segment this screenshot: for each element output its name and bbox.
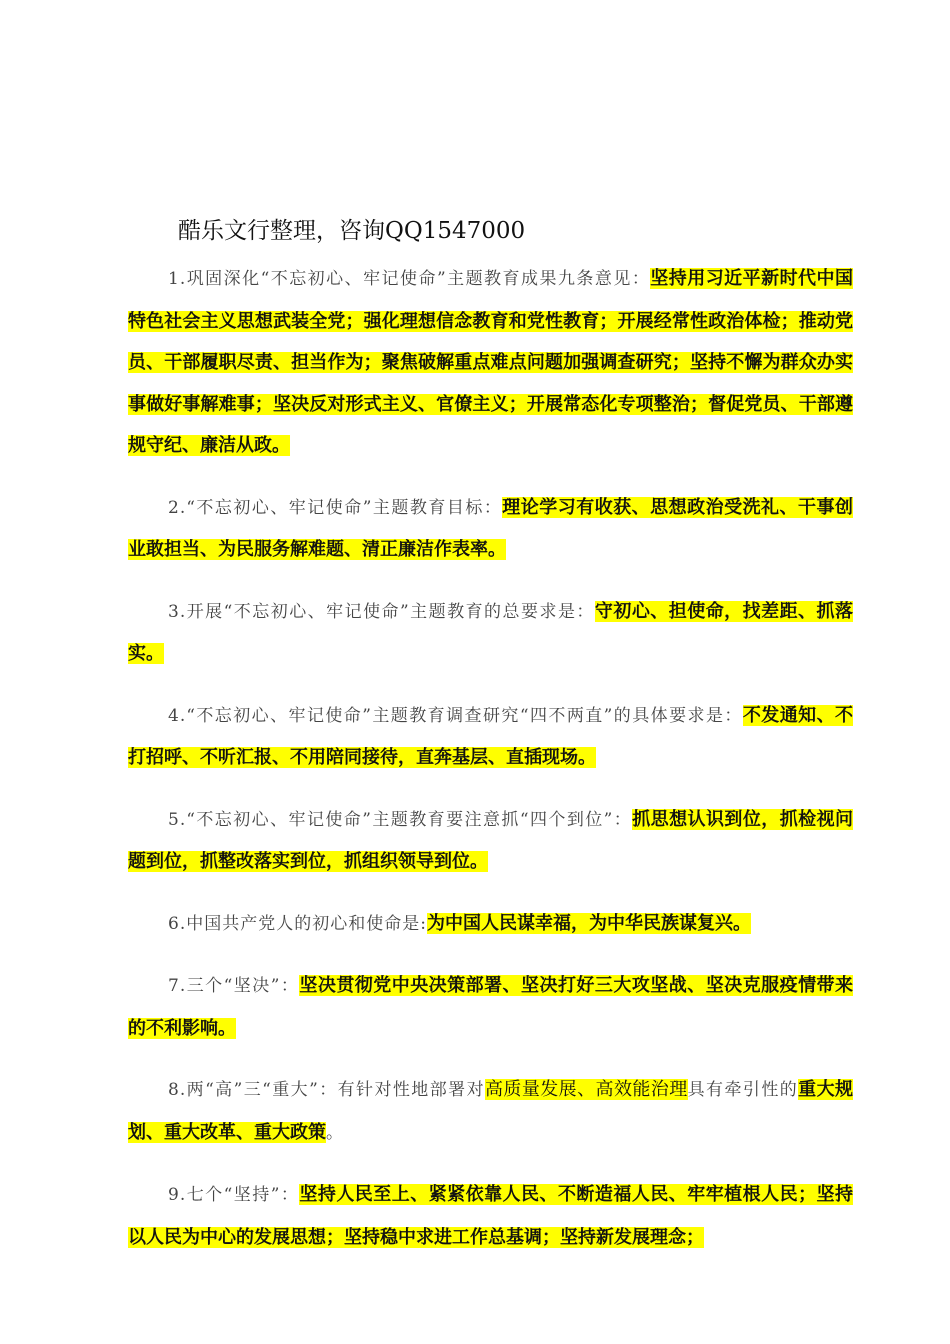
item-answer-2: 重大规划、重大改革、重大政策 — [128, 1079, 854, 1143]
item-middle: 具有牵引性的 — [687, 1080, 799, 1100]
list-item — [128, 258, 853, 467]
list-item — [128, 799, 853, 883]
list-item — [128, 965, 853, 1049]
item-lead: 4.“不忘初心、牢记使命”主题教育调查研究“四不两直”的具体要求是： — [168, 705, 743, 726]
item-lead: 7.三个“坚决”： — [168, 976, 300, 996]
item-answer: 抓思想认识到位，抓检视问题到位，抓整改落实到位，抓组织领导到位。 — [128, 808, 854, 872]
list-item — [128, 487, 853, 571]
list-item — [128, 903, 853, 946]
list-item — [128, 591, 853, 675]
item-list — [128, 258, 853, 1278]
item-lead: 8.两“高”三“重大”：有针对性地部署对 — [168, 1080, 485, 1100]
item-tail: 。 — [326, 1122, 344, 1143]
item-lead: 2.“不忘初心、牢记使命”主题教育目标： — [168, 497, 503, 518]
item-answer: 坚持用习近平新时代中国特色社会主义思想武装全党；强化理想信念教育和党性教育；开展经常性政治体检；推动党员、干部履职尽责、担当作为；聚焦破解重点难点问题加强调查研究；坚持不懈为群众办实事做好事解难事；坚决反对形式主义、官僚主义；开展常态化专项整治；督促党员、干部遵规守纪、廉洁从政。 — [128, 268, 853, 456]
item-answer: 坚持人民至上、紧紧依靠人民、不断造福人民、牢牢植根人民；坚持以人民为中心的发展思想；坚持稳中求进工作总基调；坚持新发展理念； — [128, 1184, 854, 1248]
page-header: 酷乐文行整理，咨询QQ1547000 — [178, 218, 526, 244]
item-answer: 为中国人民谋幸福，为中华民族谋复兴。 — [426, 912, 751, 934]
item-lead: 5.“不忘初心、牢记使命”主题教育要注意抓“四个到位”： — [168, 809, 633, 830]
item-lead: 1.巩固深化“不忘初心、牢记使命”主题教育成果九条意见： — [168, 269, 651, 289]
item-answer: 守初心、担使命，找差距、抓落实。 — [128, 600, 853, 664]
item-lead: 3.开展“不忘初心、牢记使命”主题教育的总要求是： — [168, 601, 595, 622]
list-item — [128, 1069, 853, 1154]
item-lead: 9.七个“坚持”： — [168, 1185, 300, 1205]
item-lead: 6.中国共产党人的初心和使命是: — [168, 913, 427, 934]
item-answer: 理论学习有收获、思想政治受洗礼、干事创业敢担当、为民服务解难题、清正廉洁作表率。 — [128, 496, 853, 560]
list-item — [128, 695, 853, 779]
item-answer: 高质量发展、高效能治理 — [485, 1079, 688, 1100]
item-answer: 坚决贯彻党中央决策部署、坚决打好三大攻坚战、坚决克服疫情带来的不利影响。 — [128, 975, 854, 1039]
item-answer: 不发通知、不打招呼、不听汇报、不用陪同接待，直奔基层、直插现场。 — [128, 704, 854, 768]
list-item — [128, 1174, 853, 1258]
